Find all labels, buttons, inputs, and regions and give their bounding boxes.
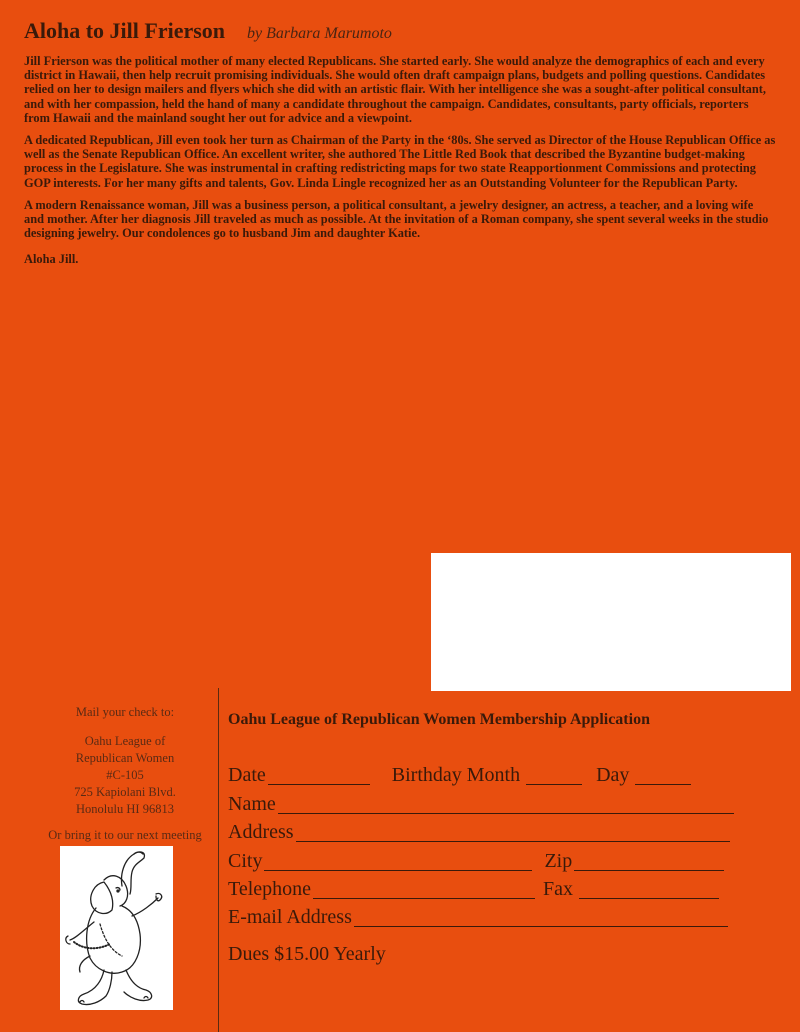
name-row — [228, 789, 788, 817]
birthday-month-field[interactable] — [526, 764, 582, 785]
paragraph-1: Jill Frierson was the political mother of many elected Republicans. She started early. She would analyze the demographics of each and every district in Hawaii, then help recruit promising individuals. She would often draft campaign plans, budgets and polling questions. Candidates relied on her to design mailers and flyers which she did with an artistic flair. With her intelligence she was a sought-after political consultant, and with her compassion, held the hand of many a candidate throughout the campaign. Candidates, consultants, party officials, reporters from Hawaii and the mainland sought her out for advice and a viewpoint. — [24, 54, 766, 125]
address-line-1: Oahu League of — [84, 734, 166, 748]
zip-label: Zip — [544, 849, 573, 872]
mail-info — [30, 704, 220, 818]
form-title: Oahu League of Republican Women Membership Application — [228, 711, 650, 728]
city-row — [228, 846, 788, 874]
name-label: Name — [228, 792, 276, 815]
mail-heading: Mail your check to: — [75, 705, 175, 719]
zip-field[interactable] — [574, 850, 724, 871]
address-field[interactable] — [296, 821, 730, 842]
paragraph-3: A modern Renaissance woman, Jill was a business person, a political consultant, a jewelry designer, an actress, a teacher, and a loving wife and mother. After her diagnosis Jill traveled as much as possible. At the invitation of a Roman company, she spent several weeks in the studio designing jewelry. Our condolences go to husband Jim and daughter Katie. — [24, 197, 769, 241]
address-line-5: Honolulu HI 96813 — [76, 802, 174, 816]
city-field[interactable] — [264, 850, 532, 871]
address-row — [228, 818, 788, 846]
blank-label-area — [431, 553, 791, 691]
dues-text: Dues $15.00 Yearly — [228, 943, 386, 966]
elephant-illustration-icon — [60, 846, 173, 1010]
birthday-label: Birthday Month — [391, 764, 521, 787]
title-row — [24, 18, 776, 44]
membership-form — [228, 711, 788, 966]
paragraph-2: A dedicated Republican, Jill even took her turn as Chairman of the Party in the ‘80s. She served as Director of the House Republican Office as well as the Senate Republican Office. An excellent writer, she authored The Little Red Book that described the Byzantine budget-making process in the Legislature. She was instrumental in crafting redistricting maps for two state Reapportionment Commissions and protecting GOP interests. For her many gifts and talents, Gov. Linda Lingle recognized her as an Outstanding Volunteer for the Republican Party. — [24, 133, 776, 190]
article-title: Aloha to Jill Frierson — [24, 18, 226, 43]
article — [24, 18, 776, 267]
telephone-label: Telephone — [228, 877, 312, 900]
telephone-field[interactable] — [313, 878, 535, 899]
email-label: E-mail Address — [228, 906, 352, 929]
fax-field[interactable] — [579, 878, 719, 899]
date-label: Date — [228, 764, 266, 787]
address-line-4: 725 Kapiolani Blvd. — [74, 785, 176, 799]
date-field[interactable] — [268, 764, 370, 785]
telephone-row — [228, 875, 788, 903]
article-byline: by Barbara Marumoto — [247, 25, 392, 42]
email-field[interactable] — [354, 906, 728, 927]
date-row — [228, 761, 788, 789]
address-line-3: #C-105 — [106, 768, 144, 782]
name-field[interactable] — [278, 793, 734, 814]
closing-line: Aloha Jill. — [24, 252, 79, 267]
address-line-2: Republican Women — [75, 751, 175, 765]
day-label: Day — [596, 764, 630, 787]
city-label: City — [228, 849, 263, 872]
meeting-note: Or bring it to our next meeting — [48, 828, 202, 842]
address-label: Address — [228, 821, 294, 844]
email-row — [228, 903, 788, 931]
fax-label: Fax — [543, 877, 574, 900]
birthday-day-field[interactable] — [635, 764, 691, 785]
